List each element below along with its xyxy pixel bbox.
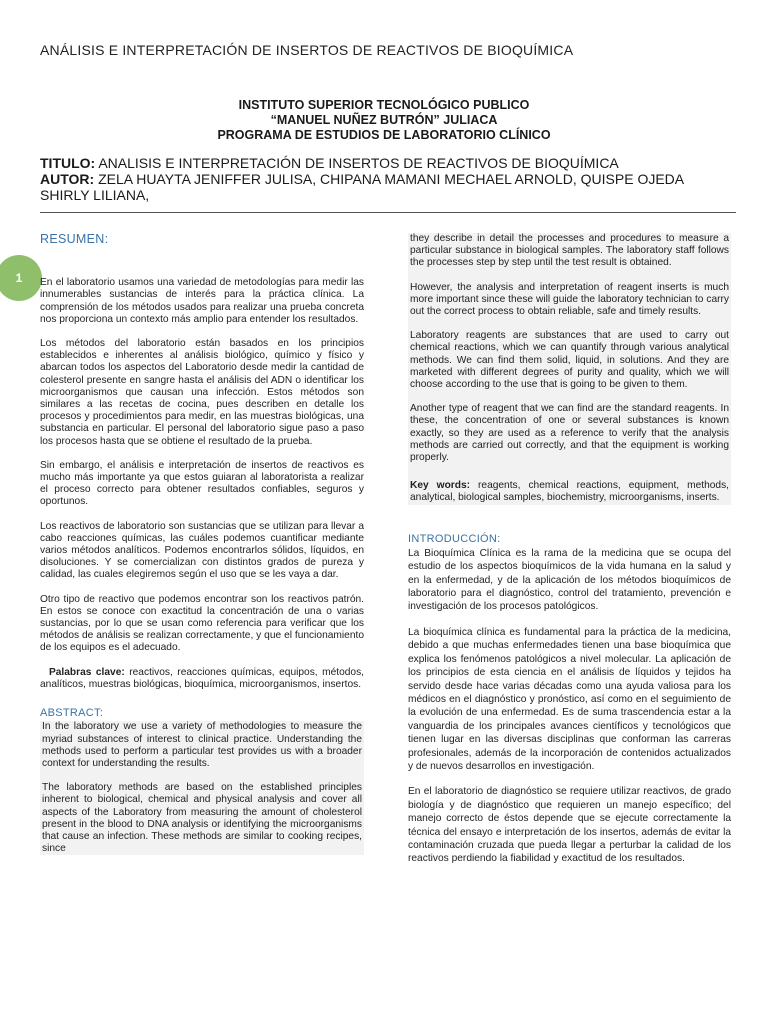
resumen-paragraph: Otro tipo de reactivo que podemos encontrar son los reactivos patrón. En estos se conoce con exactitud la concentración de una o varias sustancias, por lo que se usan como referencia para verificar que los métodos de análisis se realizan correctamente, y que el funcionamiento de los equipos es el adecuado. — [40, 593, 364, 654]
introduccion-heading: INTRODUCCIÓN: — [408, 532, 501, 545]
abstract-heading: ABSTRACT: — [40, 707, 104, 720]
institution-line-3: PROGRAMA DE ESTUDIOS DE LABORATORIO CLÍNICO — [217, 128, 551, 142]
resumen-paragraph: Los reactivos de laboratorio son sustancias que se utilizan para llevar a cabo reacciones químicas, las cuáles podemos cuantificar mediante varios métodos analíticos. Podemos encontrarlos sólidos, líquidos, en disoluciones. Y se comercializan con distintos grados de pureza y calidad, las cuales elegiremos según el uso que se les vaya a dar. — [40, 520, 364, 581]
abstract-keywords-label: Key words: — [410, 480, 471, 492]
abstract-paragraph: In the laboratory we use a variety of methodologies to measure the myriad substances of interest to clinical practice. Understanding the methods used to perform a particular test provides us with a broader context for understanding the results. — [42, 721, 362, 769]
abstract-keywords-value: reagents, chemical reactions, equipment, methods, analytical, biological samples, biochemistry, microorganisms, inserts. — [410, 480, 729, 504]
title-label: TITULO: — [40, 155, 96, 171]
resumen-keywords — [40, 667, 364, 691]
title-value: ANALISIS E INTERPRETACIÓN DE INSERTOS DE REACTIVOS DE BIOQUÍMICA — [95, 155, 619, 171]
institution-block — [0, 98, 768, 143]
abstract-paragraph: they describe in detail the processes and procedures to measure a particular substance in biological samples. The laboratory staff follows the processes step by step until the test result is obtained. — [410, 233, 729, 269]
resumen-keywords-label: Palabras clave: — [48, 666, 125, 678]
left-column — [40, 233, 364, 855]
header-divider — [40, 212, 736, 213]
institution-line-2: “MANUEL NUÑEZ BUTRÓN” JULIACA — [270, 113, 498, 127]
document-meta — [40, 155, 736, 203]
title-line — [40, 155, 736, 171]
abstract-block-right — [408, 233, 731, 505]
resumen-paragraph: En el laboratorio usamos una variedad de metodologías para medir las innumerables sustancias de interés para la práctica clínica. La comprensión de los métodos usados para realizar una prueba concreta nos proporciona un contexto más amplio para entender los resultados. — [40, 277, 364, 325]
right-column — [408, 233, 731, 878]
page-number-badge: 1 — [0, 255, 42, 301]
abstract-paragraph: The laboratory methods are based on the established principles inherent to biological, chemical and physical analysis and cover all aspects of the Laboratory from measuring the amount of cholesterol present in the blood to DNA analysis or identifying the microorganisms that cause an infection. These methods are similar to cooking recipes, since — [42, 782, 362, 855]
author-value: ZELA HUAYTA JENIFFER JULISA, CHIPANA MAMANI MECHAEL ARNOLD, QUISPE OJEDA SHIRLY LILIANA, — [40, 171, 684, 203]
author-line — [40, 171, 736, 203]
abstract-block-left — [40, 721, 364, 855]
resumen-keywords-value: reactivos, reacciones químicas, equipos, métodos, analíticos, muestras biológicas, bioquímica, microorganismos, insertos. — [40, 666, 364, 690]
abstract-paragraph: Laboratory reagents are substances that are used to carry out chemical reactions, which we can quantify through various analytical methods. We can find them solid, liquid, in solutions. And they are marketed with different degrees of purity and quality, which we will choose according to the use that is going to be given to them. — [410, 330, 729, 391]
abstract-paragraph: However, the analysis and interpretation of reagent inserts is much more important since these will guide the laboratory technician to carry out the correct process to obtain reliable, safe and timely results. — [410, 281, 729, 318]
abstract-paragraph: Another type of reagent that we can find are the standard reagents. In these, the concentration of one or several substances is known exactly, so they are used as a reference to verify that the analysis methods are carried out correctly, and that the equipment is working properly. — [410, 403, 729, 464]
institution-line-1: INSTITUTO SUPERIOR TECNOLÓGICO PUBLICO — [238, 98, 530, 112]
resumen-heading: RESUMEN: — [40, 232, 109, 246]
introduccion-paragraph: La bioquímica clínica es fundamental para la práctica de la medicina, debido a que muchas enfermedades tienen una base bioquímica que explica los fenómenos patológicos a nivel molecular. La aplicación de los principios de esta ciencia en el análisis de líquidos y tejidos ha servido desde hace varias décadas como una ayuda valiosa para los médicos en el diagnóstico y pronóstico, así como en el seguimiento de la evolución de una enfermedad. Es de suma trascendencia estar a la vanguardia de los principales avances científicos y tecnológicos que tienen lugar en las diversas disciplinas que conforman las carreras profesionales, además de la incorporación de contenidos actualizados y de nuevos desarrollos en investigación. — [408, 626, 731, 772]
introduccion-paragraph: La Bioquímica Clínica es la rama de la medicina que se ocupa del estudio de los aspectos bioquímicos de la vida humana en la salud y en la enfermedad, y de la aplicación de los métodos bioquímicos de laboratorio para el diagnóstico, control del tratamiento, prevención e investigación de los procesos patológicos. — [408, 547, 731, 613]
abstract-keywords — [410, 480, 729, 504]
introduccion-paragraph: En el laboratorio de diagnóstico se requiere utilizar reactivos, de grado biología y de diagnóstico que requieren un manejo específico; del manejo correcto de éstos depende que se ejecute correctamente la técnica del ensayo e interpretación de los insertos, además de evitar la contaminación cruzada que pueda llegar a perturbar la calidad de los reactivos perdiendo la fiabilidad y exactitud de los resultados. — [408, 786, 731, 865]
resumen-paragraph: Sin embargo, el análisis e interpretación de insertos de reactivos es mucho más importante ya que estos guiaran al laboratorista a realizar el proceso correcto para obtener resultados confiables, seguros y oportunos. — [40, 459, 364, 508]
resumen-paragraph: Los métodos del laboratorio están basados en los principios establecidos e inherentes al análisis biológico, químico y físico y abarcan todos los aspectos del Laboratorio desde medir la cantidad de colesterol presente en sangre hasta el análisis del ADN o identificar los microorganismos que causan una infección. Estos métodos son similares a las recetas de cocina, pues describen en detalle los procesos y procedimientos para medir, en las muestras biológicas, una substancia en particular. El personal del laboratorio sigue paso a paso los procesos hasta que se obtiene el resultado de la prueba. — [40, 338, 364, 447]
author-label: AUTOR: — [40, 171, 95, 187]
running-header: ANÁLISIS E INTERPRETACIÓN DE INSERTOS DE REACTIVOS DE BIOQUÍMICA — [40, 42, 574, 58]
